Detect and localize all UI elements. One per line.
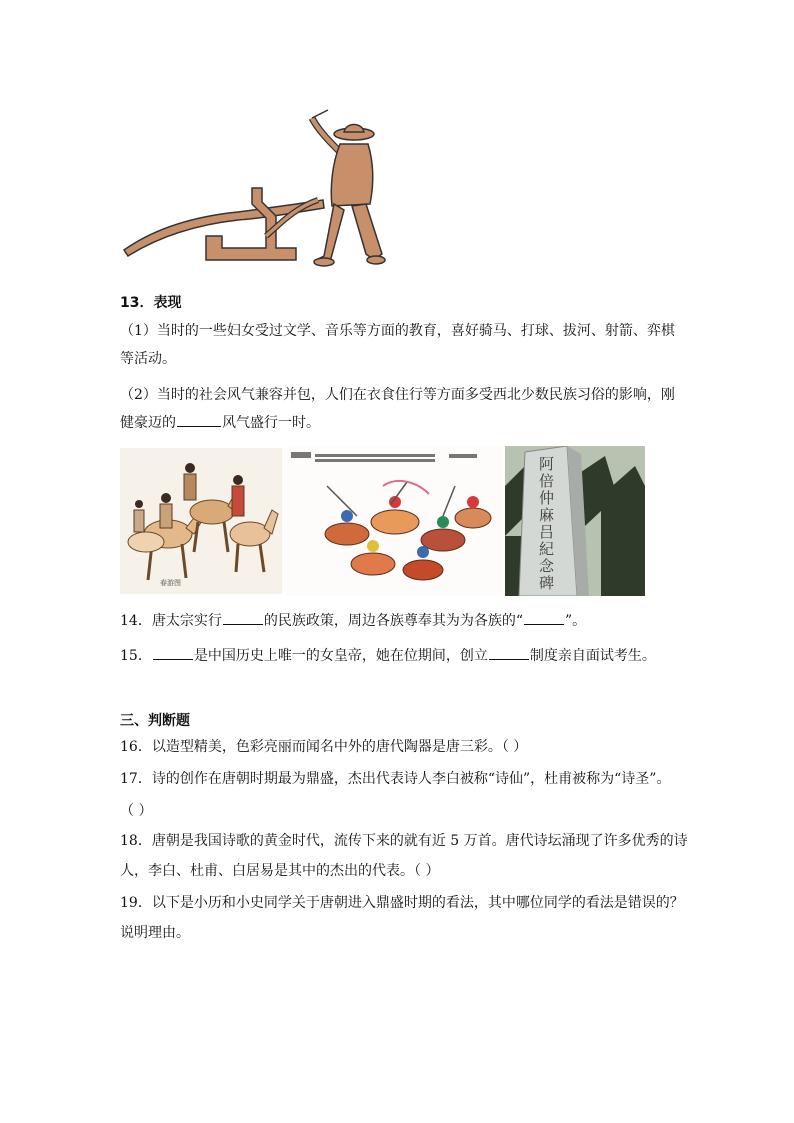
q17-line2: （ ）: [120, 803, 153, 819]
q13-p2-text-b: 风气盛行一时。: [222, 415, 320, 431]
q19-line1: 19．以下是小历和小史同学关于唐朝进入鼎盛时期的看法，其中哪位同学的看法是错误的？: [120, 895, 684, 911]
q15-text-c: 制度亲自面试考生。: [529, 648, 656, 664]
q13-p1-line1: （1）当时的一些妇女受过文学、音乐等方面的教育，喜好骑马、打球、拔河、射箭、弈棋: [120, 323, 675, 339]
horse-rider-group: [128, 463, 278, 580]
answer-blank[interactable]: [524, 610, 564, 625]
q19-line2: 说明理由。: [120, 925, 190, 941]
q18-line1: 18．唐朝是我国诗歌的黄金时代，流传下来的就有近 5 万首。唐代诗坛涌现了许多优秀的诗: [120, 833, 688, 849]
stele-inscription: 阿倍仲麻吕紀念碑: [539, 455, 555, 592]
q13-title: 13．表现: [120, 295, 182, 311]
answer-blank[interactable]: [223, 610, 263, 625]
polo-riders: [325, 481, 491, 580]
section-3-title: 三、判断题: [120, 713, 190, 729]
q14-text-b: 的民族政策，周边各族尊奉其为为各族的“: [263, 613, 523, 629]
q15-line: [120, 645, 680, 667]
q13-p1-line2: 等活动。: [120, 351, 176, 367]
painting-caption: 春游图: [160, 579, 181, 587]
q13-p2-line2: [120, 412, 680, 434]
answer-blank[interactable]: [177, 412, 221, 427]
memorial-stele-photo: [505, 446, 645, 596]
q13-p2-line1: （2）当时的社会风气兼容并包，人们在衣食住行等方面多受西北少数民族习俗的影响，刚: [120, 387, 675, 403]
answer-blank[interactable]: [153, 645, 193, 660]
q14-text-a: 14．唐太宗实行: [120, 613, 222, 629]
polo-match-painting: [287, 446, 503, 596]
answer-blank[interactable]: [489, 645, 529, 660]
q16-text: 16．以造型精美，色彩亮丽而闻名中外的唐代陶器是唐三彩。（ ）: [120, 739, 528, 755]
q15-text-b: 是中国历史上唯一的女皇帝，她在位期间，创立: [193, 648, 488, 664]
q18-line2: 人，李白、杜甫、白居易是其中的杰出的代表。（ ）: [120, 863, 440, 879]
q14-line: [120, 610, 680, 632]
q14-text-c: ”。: [564, 613, 587, 629]
plowing-farmer-illustration: [118, 108, 388, 276]
calligraphy-header: [291, 452, 477, 462]
spring-outing-painting: [120, 448, 282, 594]
farmer-body: [331, 144, 373, 206]
q13-p2-text-a: 健豪迈的: [120, 415, 176, 431]
q17-line1: 17．诗的创作在唐朝时期最为鼎盛，杰出代表诗人李白被称“诗仙”，杜甫被称为“诗圣”。: [120, 771, 671, 787]
q15-text-a: 15．: [120, 648, 152, 664]
